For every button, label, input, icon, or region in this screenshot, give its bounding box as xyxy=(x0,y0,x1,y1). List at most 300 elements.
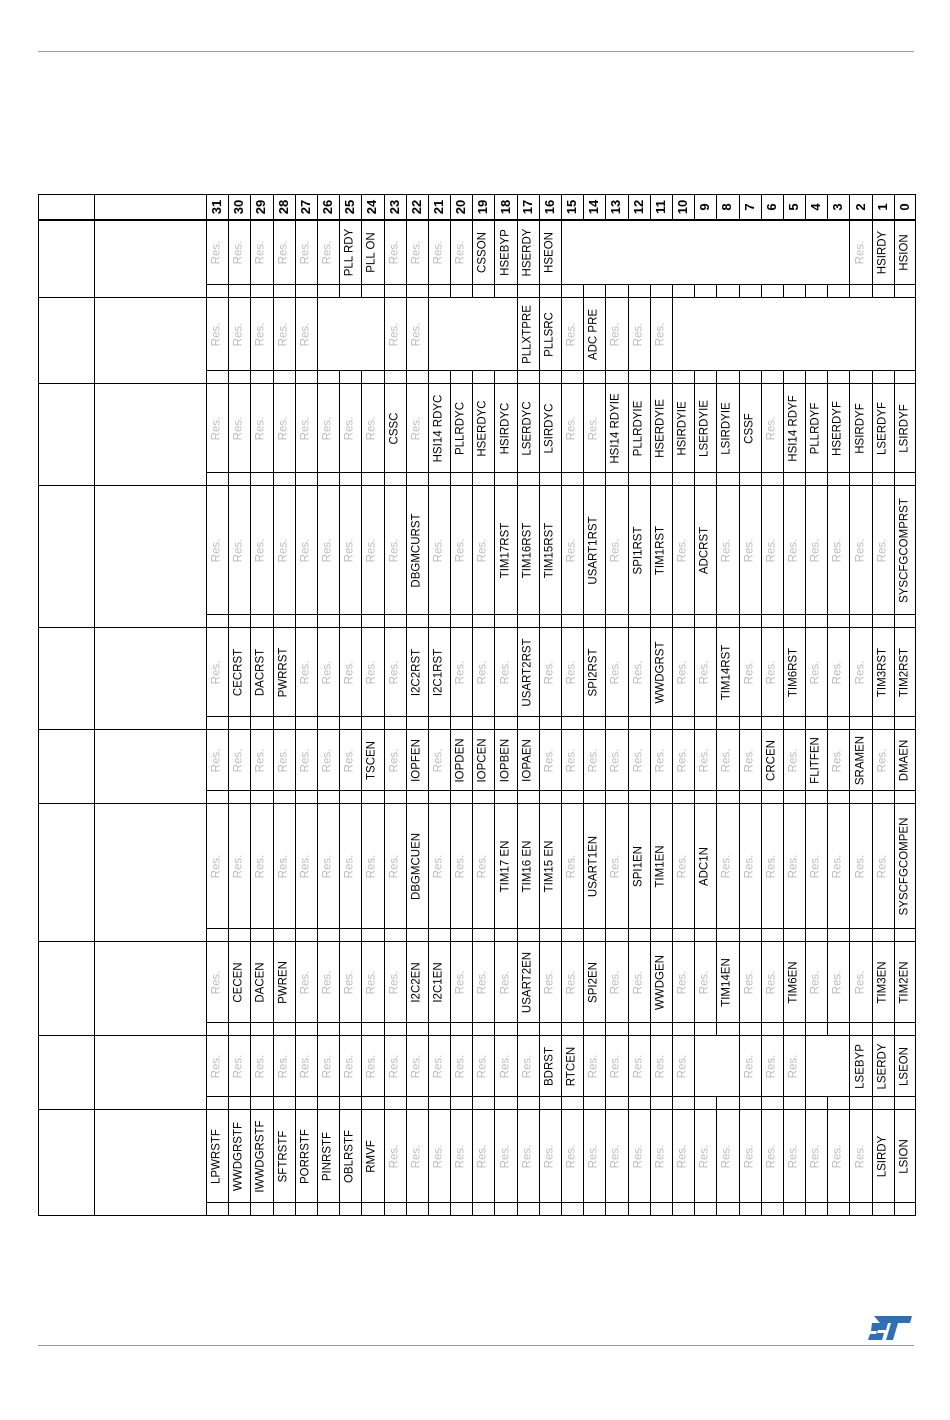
field-divider xyxy=(450,730,451,804)
reserved-field: Res. xyxy=(254,538,267,562)
bit-field: HSERDY xyxy=(521,228,534,276)
field-divider xyxy=(273,730,274,804)
field-divider xyxy=(428,1110,429,1216)
field-divider xyxy=(472,370,473,384)
reserved-field: Res. xyxy=(277,748,290,772)
register-map-table xyxy=(38,194,916,1216)
reserved-field: Res. xyxy=(854,660,867,684)
field-divider xyxy=(694,486,695,628)
reserved-field: Res. xyxy=(254,854,267,878)
field-divider xyxy=(539,486,540,628)
field-divider xyxy=(605,298,606,384)
field-divider xyxy=(849,804,850,942)
field-divider xyxy=(605,942,606,1036)
bit-field: TIM15RST xyxy=(543,522,556,578)
bit-field: LSIRDYC xyxy=(543,403,556,453)
bit-number: 17 xyxy=(519,199,535,215)
reserved-field: Res. xyxy=(765,1144,778,1168)
reserved-field: Res. xyxy=(365,854,378,878)
field-divider xyxy=(384,730,385,804)
reserved-field: Res. xyxy=(587,1054,600,1078)
field-divider xyxy=(250,298,251,384)
field-divider xyxy=(650,384,651,486)
field-divider xyxy=(583,284,584,298)
field-divider xyxy=(761,1036,762,1110)
field-divider xyxy=(539,1110,540,1216)
field-divider xyxy=(872,730,873,804)
bit-field: DACEN xyxy=(254,961,267,1003)
table-border-left xyxy=(38,194,39,1216)
field-divider xyxy=(605,1110,606,1216)
reserved-field: Res. xyxy=(299,1054,312,1078)
reserved-field: Res. xyxy=(743,1144,756,1168)
field-divider xyxy=(273,1036,274,1110)
field-divider xyxy=(694,370,695,384)
reserved-field: Res. xyxy=(743,660,756,684)
field-divider xyxy=(228,942,229,1036)
field-divider xyxy=(384,486,385,628)
field-divider xyxy=(228,486,229,628)
field-divider xyxy=(872,942,873,1036)
reserved-field: Res. xyxy=(609,538,622,562)
bit-field: OBLRSTF xyxy=(343,1129,356,1183)
reserved-field: Res. xyxy=(765,416,778,440)
reserved-field: Res. xyxy=(609,854,622,878)
bit-field: PINRSTF xyxy=(321,1131,334,1181)
bit-field: TIM6RST xyxy=(787,647,800,697)
field-divider xyxy=(317,942,318,1036)
field-divider xyxy=(827,1110,828,1216)
reserved-field: Res. xyxy=(232,322,245,346)
reserved-field: Res. xyxy=(343,538,356,562)
bit-field: CSSF xyxy=(743,412,756,444)
reserved-field: Res. xyxy=(698,1144,711,1168)
field-divider xyxy=(894,1036,895,1110)
field-divider xyxy=(849,370,850,384)
field-divider xyxy=(317,730,318,804)
field-divider xyxy=(406,220,407,298)
field-divider xyxy=(805,804,806,942)
bit-field: HSIRDYF xyxy=(854,402,867,454)
bit-number: 30 xyxy=(231,199,247,215)
reserved-field: Res. xyxy=(676,538,689,562)
reserved-field: Res. xyxy=(321,748,334,772)
reserved-field: Res. xyxy=(698,748,711,772)
field-divider xyxy=(406,298,407,384)
reserved-field: Res. xyxy=(831,1144,844,1168)
reserved-field: Res. xyxy=(499,1144,512,1168)
field-divider xyxy=(605,284,606,298)
bit-field: LSERDY xyxy=(876,1042,889,1090)
reserved-field: Res. xyxy=(765,538,778,562)
field-divider xyxy=(361,628,362,730)
field-divider xyxy=(583,486,584,628)
reserved-field: Res. xyxy=(876,538,889,562)
bit-header-divider xyxy=(472,194,473,220)
bit-field: WWDGRSTF xyxy=(232,1121,245,1191)
field-divider xyxy=(472,384,473,486)
field-divider xyxy=(517,628,518,730)
table-border-right xyxy=(915,194,916,1216)
field-divider xyxy=(894,1110,895,1216)
reserved-field: Res. xyxy=(632,748,645,772)
field-divider xyxy=(361,220,362,298)
reserved-field: Res. xyxy=(388,748,401,772)
bit-header-divider xyxy=(739,194,740,220)
field-divider xyxy=(361,1036,362,1110)
field-divider xyxy=(494,628,495,730)
field-divider xyxy=(827,486,828,628)
reserved-field: Res. xyxy=(454,1054,467,1078)
bit-field: IWWDGRSTF xyxy=(254,1119,267,1193)
reserved-field: Res. xyxy=(277,538,290,562)
field-divider xyxy=(339,730,340,804)
bit-field: TIM2RST xyxy=(898,647,911,697)
bit-field: TIM17 EN xyxy=(499,840,512,892)
reserved-field: Res. xyxy=(743,854,756,878)
reserved-field: Res. xyxy=(388,660,401,684)
reserved-field: Res. xyxy=(454,240,467,264)
reserved-field: Res. xyxy=(365,416,378,440)
field-divider xyxy=(672,804,673,942)
field-divider xyxy=(539,220,540,298)
field-divider xyxy=(406,486,407,628)
reserved-field: Res. xyxy=(299,240,312,264)
bit-header-divider xyxy=(650,194,651,220)
field-divider xyxy=(628,486,629,628)
reserved-field: Res. xyxy=(854,970,867,994)
bit-field: USART1RST xyxy=(587,515,600,585)
field-divider xyxy=(628,284,629,298)
field-divider xyxy=(250,628,251,730)
reserved-field: Res. xyxy=(720,1144,733,1168)
field-divider xyxy=(761,628,762,730)
field-divider xyxy=(228,730,229,804)
field-divider xyxy=(761,384,762,486)
bit-field: LSEON xyxy=(898,1046,911,1086)
reserved-field: Res. xyxy=(787,748,800,772)
field-divider xyxy=(783,730,784,804)
reserved-field: Res. xyxy=(476,1054,489,1078)
field-divider xyxy=(650,1036,651,1110)
field-divider xyxy=(827,1096,828,1110)
field-divider xyxy=(628,628,629,730)
reserved-field: Res. xyxy=(720,854,733,878)
field-divider xyxy=(428,804,429,942)
bit-field: SYSCFGCOMPRST xyxy=(898,497,911,603)
field-divider xyxy=(450,942,451,1036)
field-divider xyxy=(716,628,717,730)
field-divider xyxy=(339,804,340,942)
field-divider xyxy=(228,298,229,384)
field-divider xyxy=(605,628,606,730)
reserved-field: Res. xyxy=(232,748,245,772)
reserved-field: Res. xyxy=(454,538,467,562)
field-divider xyxy=(605,804,606,942)
field-divider xyxy=(761,804,762,942)
bit-header-divider xyxy=(250,194,251,220)
field-divider xyxy=(384,220,385,298)
field-divider xyxy=(894,486,895,628)
field-divider xyxy=(228,1036,229,1110)
bit-header-divider xyxy=(849,194,850,220)
field-divider xyxy=(361,486,362,628)
field-divider xyxy=(295,384,296,486)
bit-field: TIM17RST xyxy=(499,522,512,578)
field-divider xyxy=(694,942,695,1036)
reserved-field: Res. xyxy=(432,748,445,772)
bit-header-divider xyxy=(783,194,784,220)
field-divider xyxy=(384,804,385,942)
field-divider xyxy=(517,220,518,298)
register-divider xyxy=(38,485,916,486)
bit-field: HSERDYF xyxy=(831,400,844,456)
bit-field: PWRRST xyxy=(277,647,290,697)
register-divider xyxy=(38,1215,916,1216)
field-divider xyxy=(583,1110,584,1216)
field-divider xyxy=(761,486,762,628)
reserved-field: Res. xyxy=(454,970,467,994)
field-divider xyxy=(561,1110,562,1216)
field-divider xyxy=(517,804,518,942)
reserved-field: Res. xyxy=(676,854,689,878)
field-divider xyxy=(317,1036,318,1110)
field-divider xyxy=(694,628,695,730)
reserved-field: Res. xyxy=(831,660,844,684)
field-divider xyxy=(317,220,318,298)
reserved-field: Res. xyxy=(632,1054,645,1078)
bit-field: USART2RST xyxy=(521,637,534,707)
reserved-field: Res. xyxy=(277,240,290,264)
bit-field: LSION xyxy=(898,1138,911,1174)
field-divider xyxy=(406,942,407,1036)
reserved-field: Res. xyxy=(388,538,401,562)
field-divider xyxy=(317,298,318,384)
field-divider xyxy=(295,1036,296,1110)
bit-header-divider xyxy=(716,194,717,220)
bit-field: CRCEN xyxy=(765,739,778,781)
reserved-field: Res. xyxy=(210,538,223,562)
field-divider xyxy=(517,298,518,384)
reserved-field: Res. xyxy=(365,660,378,684)
field-divider xyxy=(716,284,717,298)
field-divider xyxy=(384,1036,385,1110)
field-divider xyxy=(250,730,251,804)
bit-field: HSI14 RDYIE xyxy=(609,392,622,464)
reserved-field: Res. xyxy=(388,970,401,994)
bit-field: PLL RDY xyxy=(343,228,356,276)
reserved-field: Res. xyxy=(521,1144,534,1168)
field-divider xyxy=(827,370,828,384)
field-divider xyxy=(494,220,495,298)
field-divider xyxy=(317,486,318,628)
bit-field: FLITFEN xyxy=(809,736,822,784)
bit-header-divider xyxy=(894,194,895,220)
reserved-field: Res. xyxy=(210,748,223,772)
register-divider xyxy=(38,297,916,298)
reserved-field: Res. xyxy=(454,1144,467,1168)
reserved-field: Res. xyxy=(365,1054,378,1078)
reserved-field: Res. xyxy=(632,322,645,346)
reserved-field: Res. xyxy=(299,416,312,440)
bit-field: CECEN xyxy=(232,961,245,1003)
bit-header-divider xyxy=(761,194,762,220)
reserved-field: Res. xyxy=(565,854,578,878)
field-divider xyxy=(428,628,429,730)
field-divider xyxy=(628,942,629,1036)
reserved-field: Res. xyxy=(210,1054,223,1078)
bit-field: SFTRSTF xyxy=(277,1130,290,1182)
field-divider xyxy=(472,1036,473,1110)
field-divider xyxy=(273,628,274,730)
bit-field: USART1EN xyxy=(587,835,600,897)
bit-field: I2C2EN xyxy=(410,961,423,1003)
reserved-field: Res. xyxy=(543,970,556,994)
field-divider xyxy=(472,628,473,730)
reserved-field: Res. xyxy=(831,538,844,562)
reserved-field: Res. xyxy=(831,854,844,878)
bit-header-divider xyxy=(561,194,562,220)
field-divider xyxy=(228,804,229,942)
reserved-field: Res. xyxy=(254,416,267,440)
field-divider xyxy=(406,1036,407,1110)
reserved-field: Res. xyxy=(476,660,489,684)
field-divider xyxy=(894,804,895,942)
bit-field: BDRST xyxy=(543,1046,556,1086)
reserved-field: Res. xyxy=(809,854,822,878)
bit-number: 16 xyxy=(541,199,557,215)
field-divider xyxy=(805,628,806,730)
reserved-field: Res. xyxy=(632,970,645,994)
field-divider xyxy=(761,730,762,804)
field-divider xyxy=(872,804,873,942)
field-divider xyxy=(583,628,584,730)
field-divider xyxy=(805,284,806,298)
field-divider xyxy=(605,1036,606,1110)
reserved-field: Res. xyxy=(565,660,578,684)
field-divider xyxy=(761,1110,762,1216)
bit-header-divider xyxy=(827,194,828,220)
reserved-field: Res. xyxy=(587,1144,600,1168)
reserved-field: Res. xyxy=(343,970,356,994)
field-divider xyxy=(273,942,274,1036)
reserved-field: Res. xyxy=(565,1144,578,1168)
bit-field: HSI14 RDYF xyxy=(787,394,800,462)
field-divider xyxy=(517,1036,518,1110)
reserved-field: Res. xyxy=(743,538,756,562)
register-divider xyxy=(38,383,916,384)
bit-field: IOPFEN xyxy=(410,738,423,782)
bit-field: TIM15 EN xyxy=(543,840,556,892)
field-divider xyxy=(339,1036,340,1110)
reserved-field: Res. xyxy=(232,854,245,878)
reserved-field: Res. xyxy=(743,748,756,772)
bit-field: PLLSRC xyxy=(543,311,556,357)
field-divider xyxy=(339,628,340,730)
reserved-field: Res. xyxy=(343,660,356,684)
bit-field: ADCRST xyxy=(698,526,711,574)
bit-header-divider xyxy=(295,194,296,220)
field-divider xyxy=(894,730,895,804)
bit-number: 7 xyxy=(741,203,757,211)
bit-number: 13 xyxy=(608,199,624,215)
bit-field: HSI14 RDYC xyxy=(432,394,445,462)
reserved-field: Res. xyxy=(410,322,423,346)
bit-field: IOPBEN xyxy=(499,738,512,782)
reserved-field: Res. xyxy=(299,660,312,684)
field-divider xyxy=(739,1110,740,1216)
field-divider xyxy=(561,628,562,730)
field-divider xyxy=(406,384,407,486)
reserved-field: Res. xyxy=(432,538,445,562)
bit-number: 9 xyxy=(697,203,713,211)
field-divider xyxy=(872,370,873,384)
field-divider xyxy=(672,628,673,730)
bit-field: HSIRDYC xyxy=(499,402,512,454)
field-divider xyxy=(849,486,850,628)
field-divider xyxy=(428,298,429,384)
reserved-field: Res. xyxy=(232,1054,245,1078)
reserved-field: Res. xyxy=(854,854,867,878)
bit-field: HSERDYIE xyxy=(654,398,667,458)
reserved-field: Res. xyxy=(299,970,312,994)
register-column-divider xyxy=(206,194,207,1216)
bit-field: SYSCFGCOMPEN xyxy=(898,817,911,915)
bit-field: PLL ON xyxy=(365,231,378,273)
field-divider xyxy=(783,942,784,1036)
bit-number: 25 xyxy=(342,199,358,215)
field-divider xyxy=(561,220,562,298)
field-divider xyxy=(872,1110,873,1216)
reserved-field: Res. xyxy=(210,240,223,264)
bit-number: 29 xyxy=(253,199,269,215)
field-divider xyxy=(450,1110,451,1216)
field-divider xyxy=(428,1036,429,1110)
bit-field: LSEBYP xyxy=(854,1043,867,1089)
field-divider xyxy=(539,384,540,486)
reserved-field: Res. xyxy=(676,660,689,684)
reserved-field: Res. xyxy=(321,538,334,562)
bit-field: PLLRDYC xyxy=(454,401,467,455)
reserved-field: Res. xyxy=(609,748,622,772)
reserved-field: Res. xyxy=(499,1054,512,1078)
field-divider xyxy=(672,298,673,384)
reserved-field: Res. xyxy=(232,538,245,562)
field-divider xyxy=(650,942,651,1036)
bit-number: 11 xyxy=(652,200,668,214)
bit-field: USART2EN xyxy=(521,951,534,1013)
bit-field: SRAMEN xyxy=(854,735,867,785)
reserved-field: Res. xyxy=(654,748,667,772)
reserved-field: Res. xyxy=(299,854,312,878)
field-divider xyxy=(783,486,784,628)
reserved-field: Res. xyxy=(254,240,267,264)
field-divider xyxy=(539,730,540,804)
bit-field: HSEBYP xyxy=(499,228,512,276)
bit-field: I2C1EN xyxy=(432,961,445,1003)
bit-field: PWREN xyxy=(277,960,290,1004)
reserved-field: Res. xyxy=(787,538,800,562)
field-divider xyxy=(561,730,562,804)
bit-field: LSIRDYF xyxy=(898,403,911,453)
field-divider xyxy=(494,486,495,628)
reserved-field: Res. xyxy=(365,970,378,994)
field-divider xyxy=(295,220,296,298)
field-divider xyxy=(827,628,828,730)
field-divider xyxy=(228,220,229,298)
reserved-field: Res. xyxy=(388,240,401,264)
reserved-field: Res. xyxy=(831,748,844,772)
